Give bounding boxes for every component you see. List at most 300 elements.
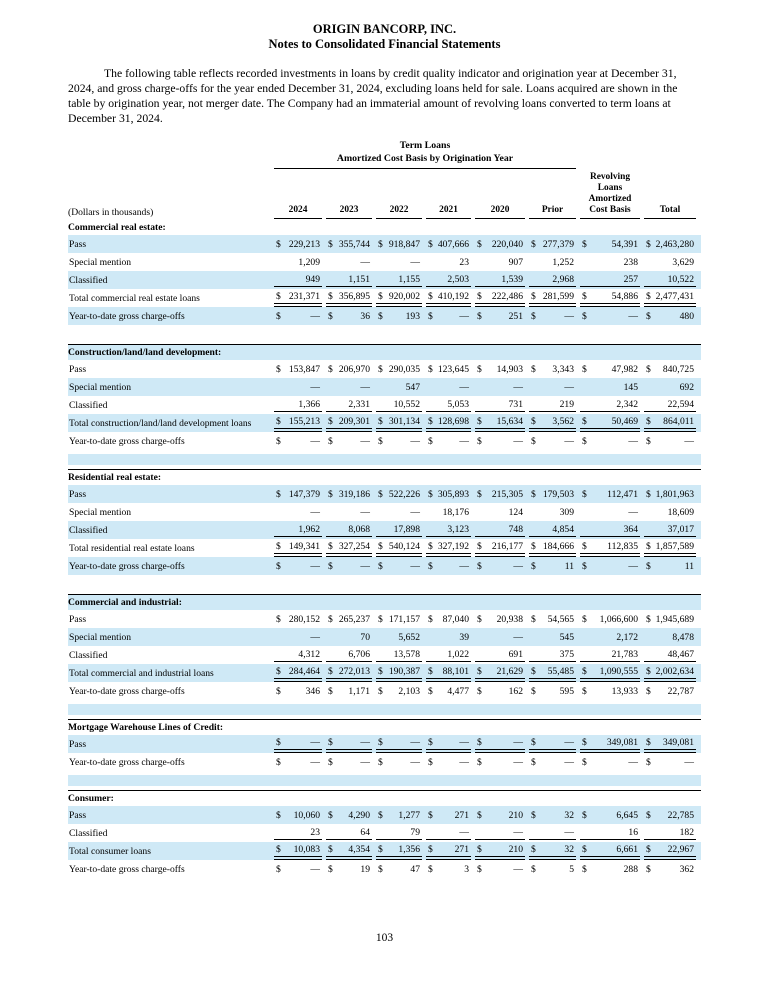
table-cell — [326, 290, 372, 307]
amortized-cost-basis-header: Amortized Cost Basis by Origination Year — [274, 152, 576, 169]
table-cell — [644, 238, 696, 251]
cell-value: 1,962 — [298, 524, 320, 535]
dollar-sign: $ — [477, 435, 482, 447]
table-cell — [580, 381, 640, 394]
spacer-row — [68, 329, 701, 340]
cell-value: 271 — [454, 809, 469, 821]
table-cell — [475, 363, 525, 376]
table-cell — [529, 736, 576, 753]
table-cell — [274, 488, 322, 501]
dollar-sign: $ — [531, 863, 536, 875]
table-cell — [529, 310, 576, 323]
dollar-sign: $ — [531, 415, 536, 427]
cell-value: — — [513, 863, 523, 875]
table-cell — [475, 398, 525, 412]
dollar-sign: $ — [276, 613, 281, 625]
cell-value: 4,312 — [298, 649, 320, 660]
dollar-sign: $ — [477, 488, 482, 500]
section-header-row — [68, 719, 701, 735]
cell-value: 5 — [569, 863, 574, 875]
cell-value: 6,706 — [348, 649, 370, 660]
dollar-sign: $ — [477, 363, 482, 375]
table-cell — [529, 665, 576, 682]
cell-value: 547 — [405, 381, 420, 393]
table-cell — [326, 435, 372, 448]
table-row — [68, 806, 701, 824]
table-cell — [580, 415, 640, 432]
cell-value: 112,471 — [607, 488, 638, 500]
cell-value: 182 — [679, 827, 694, 838]
cell-value: 265,237 — [338, 613, 370, 625]
cell-value: 407,666 — [437, 238, 469, 250]
table-cell — [274, 809, 322, 822]
cell-value: 1,539 — [501, 274, 523, 285]
dollar-sign: $ — [646, 560, 651, 572]
cell-value: 6,661 — [616, 843, 638, 855]
cell-value: 21,629 — [496, 665, 523, 677]
table-row — [68, 503, 701, 521]
cell-value: 907 — [508, 256, 523, 268]
cell-value: 153,847 — [288, 363, 320, 375]
cell-value: 362 — [679, 863, 694, 875]
cell-value: — — [310, 435, 320, 447]
dollar-sign: $ — [276, 665, 281, 677]
cell-value: 190,387 — [388, 665, 420, 677]
table-cell — [376, 736, 422, 753]
table-cell — [529, 809, 576, 822]
cell-value: 1,151 — [348, 274, 370, 285]
dollar-sign: $ — [276, 843, 281, 855]
table-cell — [475, 756, 525, 769]
table-cell — [529, 756, 576, 769]
table-cell — [580, 685, 640, 698]
cell-value: 410,192 — [437, 290, 469, 302]
dollar-sign: $ — [531, 685, 536, 697]
dollar-sign: $ — [378, 613, 383, 625]
table-cell — [274, 290, 322, 307]
dollar-sign: $ — [477, 665, 482, 677]
table-cell — [326, 560, 372, 573]
table-cell — [529, 435, 576, 448]
cell-value: 4,290 — [348, 809, 370, 821]
cell-value: 1,366 — [298, 399, 320, 410]
dollar-sign: $ — [378, 540, 383, 552]
cell-value: 251 — [508, 310, 523, 322]
dollar-sign: $ — [428, 736, 433, 748]
table-row — [68, 682, 701, 700]
row-label: Total construction/land/land development loans — [69, 417, 252, 429]
table-cell — [376, 540, 422, 557]
cell-value: 277,379 — [542, 238, 574, 250]
dollar-sign: $ — [276, 290, 281, 302]
cell-value: — — [684, 756, 694, 768]
table-cell — [376, 560, 422, 573]
dollar-sign: $ — [646, 809, 651, 821]
cell-value: 346 — [305, 685, 320, 697]
cell-value: — — [628, 435, 638, 447]
cell-value: 2,002,634 — [655, 665, 694, 677]
table-cell — [426, 238, 471, 251]
cell-value: 220,040 — [491, 238, 523, 250]
dollar-sign: $ — [276, 736, 281, 748]
col-header-2020: 2020 — [475, 205, 525, 219]
table-cell — [326, 256, 372, 269]
cell-value: 10,552 — [393, 399, 420, 410]
cell-value: 54,565 — [547, 613, 574, 625]
table-cell — [376, 238, 422, 251]
table-cell — [376, 756, 422, 769]
section-header-row — [68, 594, 701, 610]
cell-value: 272,013 — [338, 665, 370, 677]
cell-value: 112,835 — [607, 540, 638, 552]
table-cell — [580, 435, 640, 448]
cell-value: 13,578 — [393, 649, 420, 660]
cell-value: 1,155 — [398, 274, 420, 285]
table-cell — [376, 843, 422, 860]
cell-value: 87,040 — [442, 613, 469, 625]
loan-credit-quality-table — [68, 139, 701, 878]
cell-value: 32 — [564, 843, 574, 855]
cell-value: 949 — [305, 274, 320, 285]
cell-value: 11 — [564, 560, 574, 572]
units-label: (Dollars in thousands) — [68, 207, 154, 218]
row-label: Pass — [69, 238, 87, 250]
cell-value: — — [513, 435, 523, 447]
row-label: Pass — [69, 809, 87, 821]
cell-value: 691 — [508, 649, 523, 660]
table-row — [68, 360, 701, 378]
table-cell — [580, 843, 640, 860]
dollar-sign: $ — [477, 843, 482, 855]
dollar-sign: $ — [276, 863, 281, 875]
cell-value: 349,081 — [662, 736, 694, 748]
table-cell — [274, 648, 322, 662]
dollar-sign: $ — [582, 363, 587, 375]
table-cell — [326, 685, 372, 698]
table-row — [68, 539, 701, 557]
dollar-sign: $ — [582, 415, 587, 427]
table-cell — [475, 648, 525, 662]
dollar-sign: $ — [328, 736, 333, 748]
table-cell — [475, 273, 525, 287]
cell-value: 10,060 — [293, 809, 320, 821]
cell-value: — — [564, 435, 574, 447]
row-label: Pass — [69, 738, 87, 750]
cell-value: 290,035 — [388, 363, 420, 375]
dollar-sign: $ — [531, 613, 536, 625]
col-header-total: Total — [644, 205, 696, 219]
dollar-sign: $ — [328, 290, 333, 302]
table-cell — [644, 843, 696, 860]
table-cell — [326, 665, 372, 682]
cell-value: — — [628, 560, 638, 572]
cell-value: 8,068 — [348, 524, 370, 535]
cell-value: 209,301 — [338, 415, 370, 427]
cell-value: 14,903 — [496, 363, 523, 375]
cell-value: 162 — [508, 685, 523, 697]
table-cell — [644, 665, 696, 682]
table-cell — [326, 363, 372, 376]
cell-value: — — [513, 560, 523, 572]
row-label: Pass — [69, 363, 87, 375]
dollar-sign: $ — [378, 809, 383, 821]
cell-value: — — [360, 256, 370, 268]
table-cell — [529, 415, 576, 432]
dollar-sign: $ — [276, 488, 281, 500]
table-cell — [426, 435, 471, 448]
table-cell — [644, 398, 696, 412]
table-cell — [529, 843, 576, 860]
row-label: Year-to-date gross charge-offs — [69, 560, 185, 572]
table-row — [68, 485, 701, 503]
dollar-sign: $ — [428, 863, 433, 875]
table-cell — [426, 665, 471, 682]
cell-value: 17,898 — [393, 524, 420, 535]
cell-value: 4,854 — [552, 524, 574, 535]
spacer-row — [68, 704, 701, 715]
table-cell — [274, 363, 322, 376]
table-cell — [580, 736, 640, 753]
dollar-sign: $ — [531, 488, 536, 500]
cell-value: — — [459, 827, 469, 838]
cell-value: 480 — [679, 310, 694, 322]
table-cell — [529, 398, 576, 412]
row-label: Classified — [69, 524, 108, 536]
cell-value: 2,331 — [348, 399, 370, 410]
dollar-sign: $ — [477, 560, 482, 572]
table-cell — [580, 826, 640, 840]
cell-value: — — [360, 756, 370, 768]
dollar-sign: $ — [531, 665, 536, 677]
table-cell — [326, 756, 372, 769]
row-label: Year-to-date gross charge-offs — [69, 685, 185, 697]
dollar-sign: $ — [428, 415, 433, 427]
dollar-sign: $ — [378, 435, 383, 447]
dollar-sign: $ — [477, 613, 482, 625]
table-cell — [426, 736, 471, 753]
cell-value: — — [410, 506, 420, 518]
dollar-sign: $ — [531, 310, 536, 322]
table-cell — [426, 648, 471, 662]
table-cell — [644, 863, 696, 876]
table-cell — [274, 523, 322, 537]
table-cell — [580, 310, 640, 323]
cell-value: 155,213 — [288, 415, 320, 427]
table-cell — [644, 560, 696, 573]
table-cell — [644, 363, 696, 376]
table-cell — [274, 863, 322, 876]
table-cell — [580, 540, 640, 557]
table-row — [68, 378, 701, 396]
table-cell — [426, 290, 471, 307]
table-cell — [475, 736, 525, 753]
table-cell — [274, 506, 322, 519]
cell-value: 319,186 — [338, 488, 370, 500]
dollar-sign: $ — [531, 540, 536, 552]
table-cell — [274, 685, 322, 698]
table-row — [68, 235, 701, 253]
dollar-sign: $ — [646, 756, 651, 768]
dollar-sign: $ — [276, 310, 281, 322]
dollar-sign: $ — [582, 863, 587, 875]
cell-value: 47,982 — [611, 363, 638, 375]
cell-value: — — [310, 631, 320, 643]
table-group-subheader-row — [68, 152, 701, 169]
dollar-sign: $ — [582, 435, 587, 447]
dollar-sign: $ — [328, 560, 333, 572]
table-cell — [376, 415, 422, 432]
table-row — [68, 253, 701, 271]
table-cell — [475, 506, 525, 519]
cell-value: 327,192 — [437, 540, 469, 552]
cell-value: 11 — [684, 560, 694, 572]
table-cell — [326, 238, 372, 251]
section-label: Commercial and industrial: — [68, 597, 182, 608]
table-cell — [580, 665, 640, 682]
table-cell — [644, 290, 696, 307]
cell-value: 545 — [559, 631, 574, 643]
col-header-2021: 2021 — [426, 205, 471, 219]
cell-value: — — [628, 506, 638, 518]
dollar-sign: $ — [378, 685, 383, 697]
table-cell — [580, 809, 640, 822]
table-cell — [326, 540, 372, 557]
cell-value: 692 — [679, 381, 694, 393]
row-label: Classified — [69, 827, 108, 839]
dollar-sign: $ — [531, 435, 536, 447]
table-cell — [426, 310, 471, 323]
table-cell — [644, 613, 696, 626]
dollar-sign: $ — [378, 863, 383, 875]
cell-value: 1,066,600 — [599, 613, 638, 625]
dollar-sign: $ — [428, 488, 433, 500]
cell-value: — — [360, 506, 370, 518]
table-cell — [644, 631, 696, 644]
table-cell — [426, 363, 471, 376]
spacer-row — [68, 775, 701, 786]
table-cell — [376, 435, 422, 448]
table-row — [68, 271, 701, 289]
dollar-sign: $ — [276, 238, 281, 250]
cell-value: — — [564, 381, 574, 393]
table-cell — [475, 863, 525, 876]
dollar-sign: $ — [276, 560, 281, 572]
table-row — [68, 414, 701, 432]
section-header-row — [68, 469, 701, 485]
cell-value: — — [410, 756, 420, 768]
dollar-sign: $ — [328, 809, 333, 821]
cell-value: 1,801,963 — [655, 488, 694, 500]
table-cell — [274, 435, 322, 448]
table-cell — [426, 523, 471, 537]
row-label: Special mention — [69, 506, 132, 518]
cell-value: 3,123 — [447, 524, 469, 535]
table-cell — [580, 398, 640, 412]
table-cell — [529, 506, 576, 519]
table-cell — [529, 523, 576, 537]
cell-value: 229,213 — [288, 238, 320, 250]
section-label: Commercial real estate: — [68, 221, 166, 233]
dollar-sign: $ — [646, 310, 651, 322]
table-row — [68, 860, 701, 878]
table-cell — [274, 631, 322, 644]
cell-value: 364 — [623, 524, 638, 535]
table-cell — [644, 685, 696, 698]
dollar-sign: $ — [328, 756, 333, 768]
table-cell — [326, 648, 372, 662]
page-number: 103 — [375, 932, 394, 944]
table-cell — [376, 506, 422, 519]
cell-value: 216,177 — [491, 540, 523, 552]
cell-value: 8,478 — [672, 631, 694, 643]
dollar-sign: $ — [428, 540, 433, 552]
table-cell — [426, 398, 471, 412]
dollar-sign: $ — [477, 238, 482, 250]
row-label: Total commercial real estate loans — [69, 292, 200, 304]
intro-paragraph: The following table reflects recorded investments in loans by credit quality indicator and origination year at December 31, 2024, and gross charge-offs for the year ended December 31, 2024, excluding loans held for sale. Loans acquired are shown in the table by origination year, not merger date. The Company had an immaterial amount of revolving loans converted to term loans at December 31, 2024. — [68, 67, 678, 125]
cell-value: — — [360, 736, 370, 748]
table-cell — [580, 560, 640, 573]
cell-value: — — [564, 310, 574, 322]
cell-value: 349,081 — [606, 736, 638, 748]
dollar-sign: $ — [428, 290, 433, 302]
dollar-sign: $ — [276, 415, 281, 427]
table-cell — [426, 256, 471, 269]
dollar-sign: $ — [582, 290, 587, 302]
dollar-sign: $ — [328, 863, 333, 875]
row-label: Pass — [69, 488, 87, 500]
table-cell — [475, 560, 525, 573]
cell-value: 864,011 — [663, 415, 694, 427]
table-cell — [426, 273, 471, 287]
cell-value: — — [310, 560, 320, 572]
dollar-sign: $ — [531, 560, 536, 572]
dollar-sign: $ — [378, 488, 383, 500]
cell-value: 206,970 — [338, 363, 370, 375]
cell-value: 15,634 — [496, 415, 523, 427]
doc-subtitle: Notes to Consolidated Financial Statements — [268, 37, 501, 51]
table-cell — [475, 523, 525, 537]
table-cell — [529, 540, 576, 557]
table-cell — [426, 560, 471, 573]
dollar-sign: $ — [582, 843, 587, 855]
dollar-sign: $ — [428, 435, 433, 447]
cell-value: 231,371 — [288, 290, 320, 302]
table-cell — [376, 363, 422, 376]
dollar-sign: $ — [646, 665, 651, 677]
table-cell — [426, 488, 471, 501]
cell-value: — — [360, 560, 370, 572]
table-cell — [644, 756, 696, 769]
dollar-sign: $ — [276, 756, 281, 768]
dollar-sign: $ — [531, 809, 536, 821]
table-cell — [529, 273, 576, 287]
cell-value: 1,022 — [447, 649, 469, 660]
table-cell — [326, 809, 372, 822]
table-row — [68, 289, 701, 307]
table-cell — [580, 363, 640, 376]
row-label: Total commercial and industrial loans — [69, 667, 214, 679]
cell-value: 355,744 — [338, 238, 370, 250]
cell-value: 124 — [508, 506, 523, 518]
dollar-sign: $ — [531, 756, 536, 768]
cell-value: — — [310, 756, 320, 768]
table-row — [68, 557, 701, 575]
dollar-sign: $ — [531, 843, 536, 855]
cell-value: 920,002 — [388, 290, 420, 302]
table-cell — [644, 506, 696, 519]
cell-value: 301,134 — [388, 415, 420, 427]
